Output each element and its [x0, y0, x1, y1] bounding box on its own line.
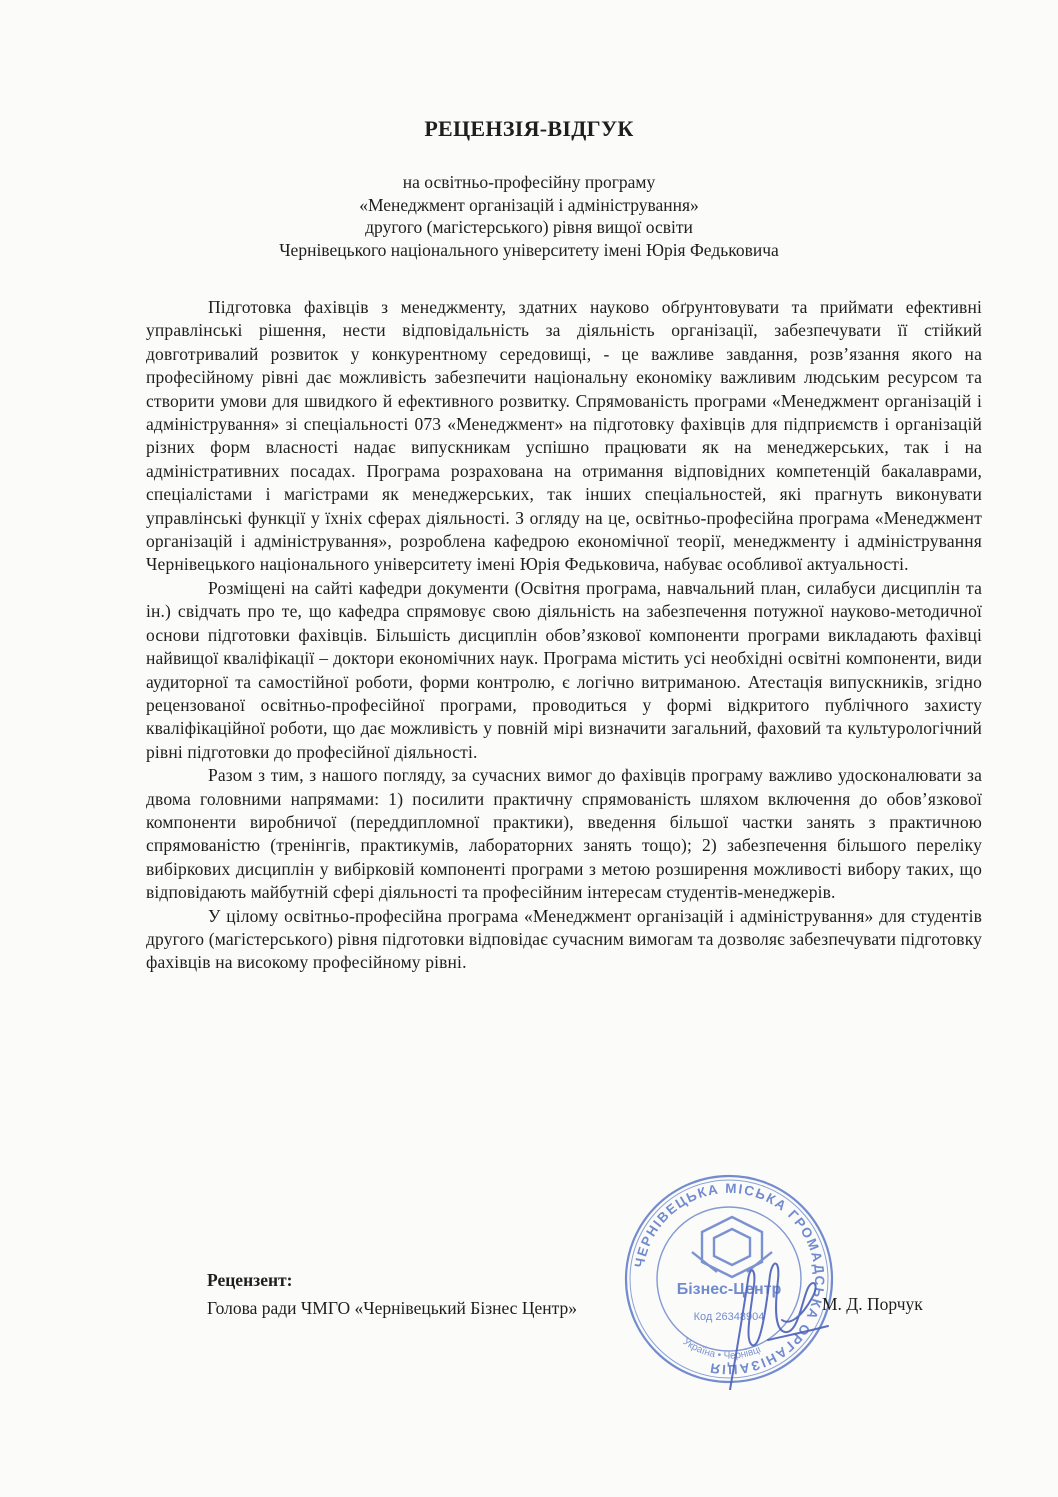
stamp-inner-text: Бізнес-Центр	[676, 1281, 782, 1298]
handwritten-signature	[690, 1240, 840, 1390]
stamp-code-text: Код 26348904	[693, 1311, 765, 1323]
document-body	[146, 296, 982, 975]
subtitle-line: другого (магістерського) рівня вищої освіти	[365, 217, 693, 237]
subtitle-line: «Менеджмент організацій і адміністрування»	[359, 194, 699, 215]
document-title: РЕЦЕНЗІЯ-ВІДГУК	[424, 116, 634, 141]
reviewer-block	[207, 1266, 577, 1322]
subtitle-line: на освітньо-професійну програму	[402, 172, 656, 192]
body-paragraph: Розміщені на сайті кафедри документи (Освітня програма, навчальний план, силабуси дисциплін та ін.) свідчать про те, що кафедра спрямовує свою діяльність на забезпечення потужної науково-методичної основи підготовки фахівців. Більшість дисциплін обов’язкової компоненти програми викладають фахівці найвищої кваліфікації – доктори економічних наук. Програма містить усі необхідні освітні компоненти, види аудиторної та самостійної роботи, форми контролю, є логічно витриманою. Атестація випускників, згідно рецензованої освітньо-професійної програми, проводиться у формі відкритого публічного захисту кваліфікаційної роботи, що дає можливість у повній мірі визначити загальний, фаховий та культурологічний рівні підготовки до професійної діяльності.	[146, 577, 982, 762]
body-paragraph: Разом з тим, з нашого погляду, за сучасних вимог до фахівців програму важливо удосконалювати за двома головними напрямами: 1) посилити практичну спрямованість шляхом включення до обов’язкової компоненти виробничої (переддипломної практики), введення більшої частки занять з практичною спрямованістю (тренінгів, практикумів, лабораторних занять тощо); 2) забезпечення більшого переліку вибіркових дисциплін у вибірковій компоненті програми з метою розширення можливості вибору таких, що відповідають майбутній сфері діяльності та професійним інтересам студентів-менеджерів.	[146, 765, 982, 903]
stamp-outer-text: ЧЕРНІВЕЦЬКА МІСЬКА ГРОМАДСЬКА ОРГАНІЗАЦІЯ	[631, 1180, 828, 1378]
stamp-bottom-text: Україна • Чернівці	[680, 1336, 763, 1362]
subtitle-line: Чернівецького національного університету імені Юрія Федьковича	[279, 239, 779, 260]
reviewer-name: М. Д. Порчук	[822, 1294, 923, 1314]
reviewer-label: Рецензент:	[207, 1270, 293, 1290]
body-paragraph: У цілому освітньо-професійна програма «Менеджмент організацій і адміністрування» для студентів другого (магістерського) рівня підготовки відповідає сучасним вимогам та дозволяє забезпечувати підготовку фахівців на високому професійному рівні.	[146, 905, 982, 973]
body-paragraph: Підготовка фахівців з менеджменту, здатних науково обґрунтовувати та приймати ефективні управлінські рішення, нести відповідальність за діяльність організації, забезпечувати її стійкий довготривалий розвиток у конкурентному середовищі, - це важливе завдання, розв’язання якого на професійному рівні дає можливість забезпечити національну економіку важливим людським ресурсом та створити умови для швидкого й ефективного розвитку. Спрямованість програми «Менеджмент організацій і адміністрування» зі спеціальності 073 «Менеджмент» на підготовку фахівців для підприємств і організацій різних форм власності надає випускникам успішно працювати як на менеджерських, так і на адміністративних посадах. Програма розрахована на отримання відповідних компетенцій бакалаврами, спеціалістами і магістрами як менеджерських, так інших спеціальностей, які прагнуть виконувати управлінські функції у їхніх сферах діяльності. З огляду на це, освітньо-професійна програма «Менеджмент організацій і адміністрування», розроблена кафедрою економічної теорії, менеджменту і адміністрування Чернівецького національного університету імені Юрія Федьковича, набуває особливої актуальності.	[146, 297, 982, 575]
reviewer-position: Голова ради ЧМГО «Чернівецький Бізнес Центр»	[207, 1298, 577, 1318]
document-subtitle	[0, 171, 1058, 261]
